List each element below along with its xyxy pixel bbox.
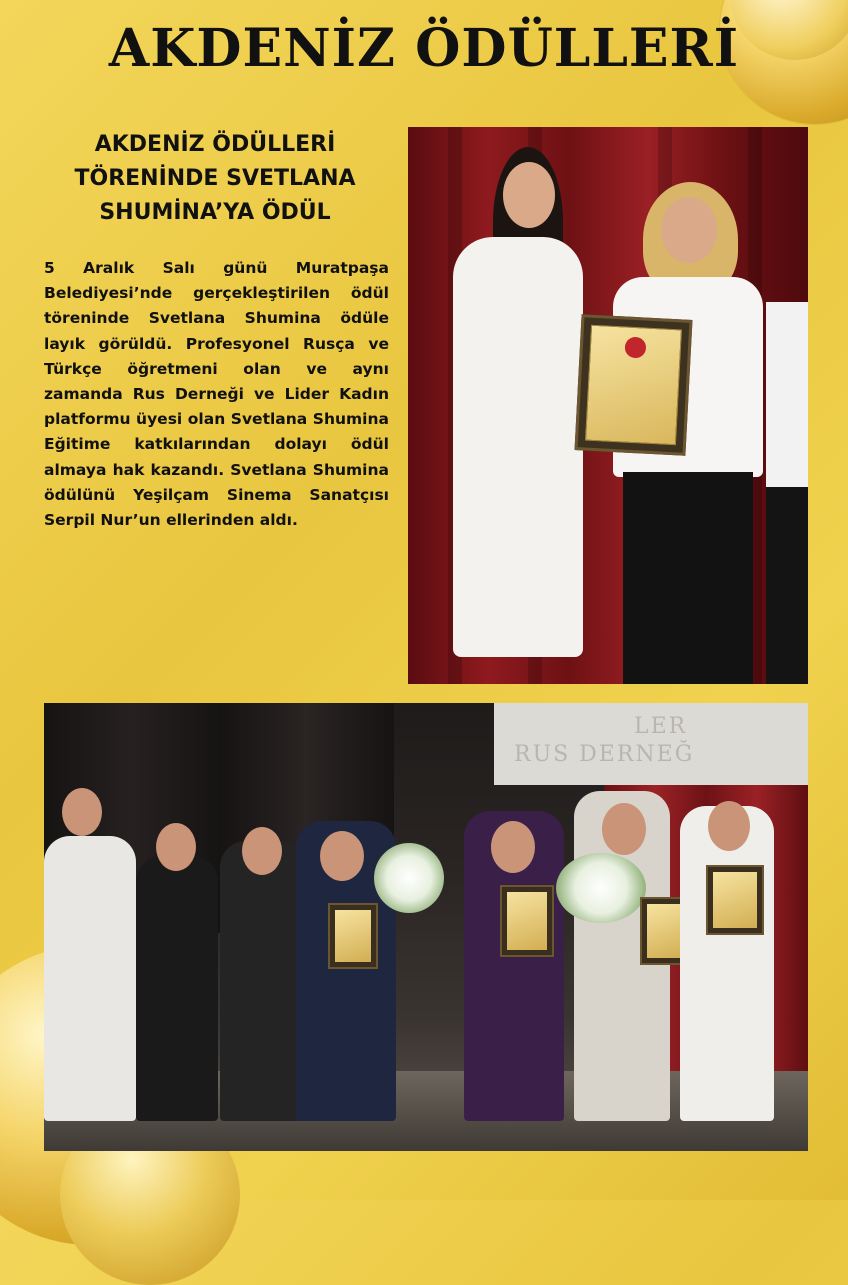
face [320,831,364,881]
face [708,801,750,851]
headline-line-2: TÖRENİNDE SVETLANA [74,166,356,191]
award-certificate [585,325,681,446]
award-presentation-photo [408,127,808,684]
white-rose-bouquet [556,853,646,923]
background-person-trousers [766,487,808,684]
award-plaque [575,314,693,456]
man-dark-jacket [220,841,306,1121]
banner-line-1: LER [634,714,688,739]
young-man [44,836,136,1121]
woman-black-dress [136,856,218,1121]
woman-white-dress [680,806,774,1121]
article-body: 5 Aralık Salı günü Muratpaşa Belediyesi’nde gerçekleştirilen ödül töreninde Svetlana Shumina ödüle layık görüldü. Profesyonel Rusça ve Türkçe öğretmeni olan ve aynı zamanda Rus Derneği ve Lider Kadın platformu üyesi olan Svetlana Shumina Eğitime katkılarından dolayı ödül almaya hak kazandı. Svetlana Shumina ödülünü Yeşilçam Sinema Sanatçısı Serpil Nur’un ellerinden aldı. [44,259,389,530]
emblem-icon [624,336,646,358]
black-trousers [623,472,753,684]
face [156,823,196,871]
woman-white-dress [453,237,583,657]
award-plaque [500,885,554,957]
headline-line-1: AKDENİZ ÖDÜLLERİ [94,132,336,157]
article-headline [30,128,400,230]
face [661,197,717,263]
banner-line-2: RUS DERNEĞ [514,742,695,767]
face [491,821,535,873]
face [62,788,102,836]
white-dress [453,237,583,657]
award-plaque [706,865,764,935]
stage-banner-text [514,713,694,769]
face [503,162,555,228]
award-plaque [328,903,378,969]
group-stage-photo [44,703,808,1151]
headline-line-3: SHUMİNA’YA ÖDÜL [99,200,331,225]
face [602,803,646,855]
page-title: AKDENİZ ÖDÜLLERİ [108,18,740,79]
flower-bouquet [374,843,444,913]
face [242,827,282,875]
